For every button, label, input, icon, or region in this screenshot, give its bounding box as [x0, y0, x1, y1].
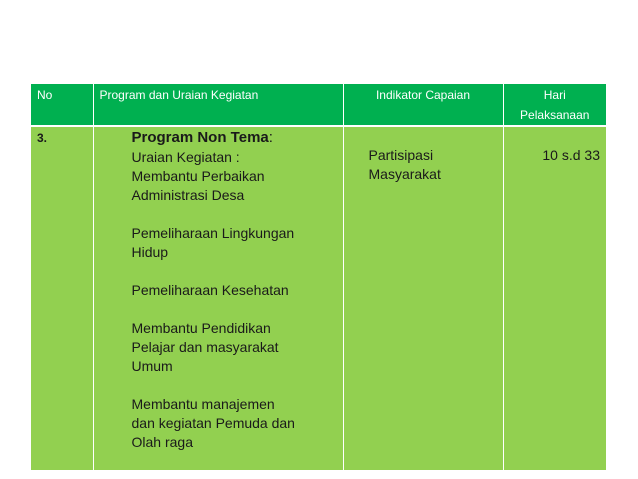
header-program: Program dan Uraian Kegiatan [93, 84, 343, 126]
table-header-row [31, 84, 606, 126]
kegiatan-item-line: Olah raga [131, 434, 193, 450]
program-title-text: Program Non Tema [131, 129, 269, 146]
kegiatan-item-line: Membantu Perbaikan [131, 168, 265, 184]
indikator-line: Masyarakat [368, 166, 441, 182]
kegiatan-item [132, 395, 339, 452]
kegiatan-item-line: Membantu manajemen [131, 396, 275, 412]
indikator-line: Partisipasi [368, 147, 434, 163]
program-table [31, 84, 606, 470]
kegiatan-item-line: Umum [131, 358, 173, 374]
kegiatan-item-line: Pemeliharaan Lingkungan [131, 225, 295, 241]
kegiatan-item [132, 319, 339, 376]
header-hari [503, 84, 606, 126]
cell-indikator [343, 126, 503, 470]
header-indikator: Indikator Capaian [343, 84, 503, 126]
kegiatan-item-line: Hidup [131, 244, 169, 260]
kegiatan-item-line: Membantu Pendidikan [131, 320, 271, 336]
uraian-label: Uraian Kegiatan : [131, 149, 240, 165]
kegiatan-item [132, 224, 339, 262]
cell-no: 3. [31, 126, 93, 470]
kegiatan-item [132, 167, 339, 205]
kegiatan-item-line: dan kegiatan Pemuda dan [131, 415, 295, 431]
header-hari-line2: Pelaksanaan [520, 108, 590, 122]
kegiatan-item-line: Administrasi Desa [131, 187, 245, 203]
kegiatan-item-line: Pemeliharaan Kesehatan [131, 282, 289, 298]
header-hari-line1: Hari [543, 88, 566, 102]
table-row [31, 126, 606, 470]
kegiatan-list [132, 167, 339, 452]
program-title [132, 127, 339, 148]
kegiatan-item [132, 281, 339, 300]
program-title-suffix: : [268, 129, 273, 146]
cell-hari: 10 s.d 33 [503, 126, 606, 470]
header-no: No [31, 84, 93, 126]
kegiatan-item-line: Pelajar dan masyarakat [131, 339, 279, 355]
cell-program [93, 126, 343, 470]
